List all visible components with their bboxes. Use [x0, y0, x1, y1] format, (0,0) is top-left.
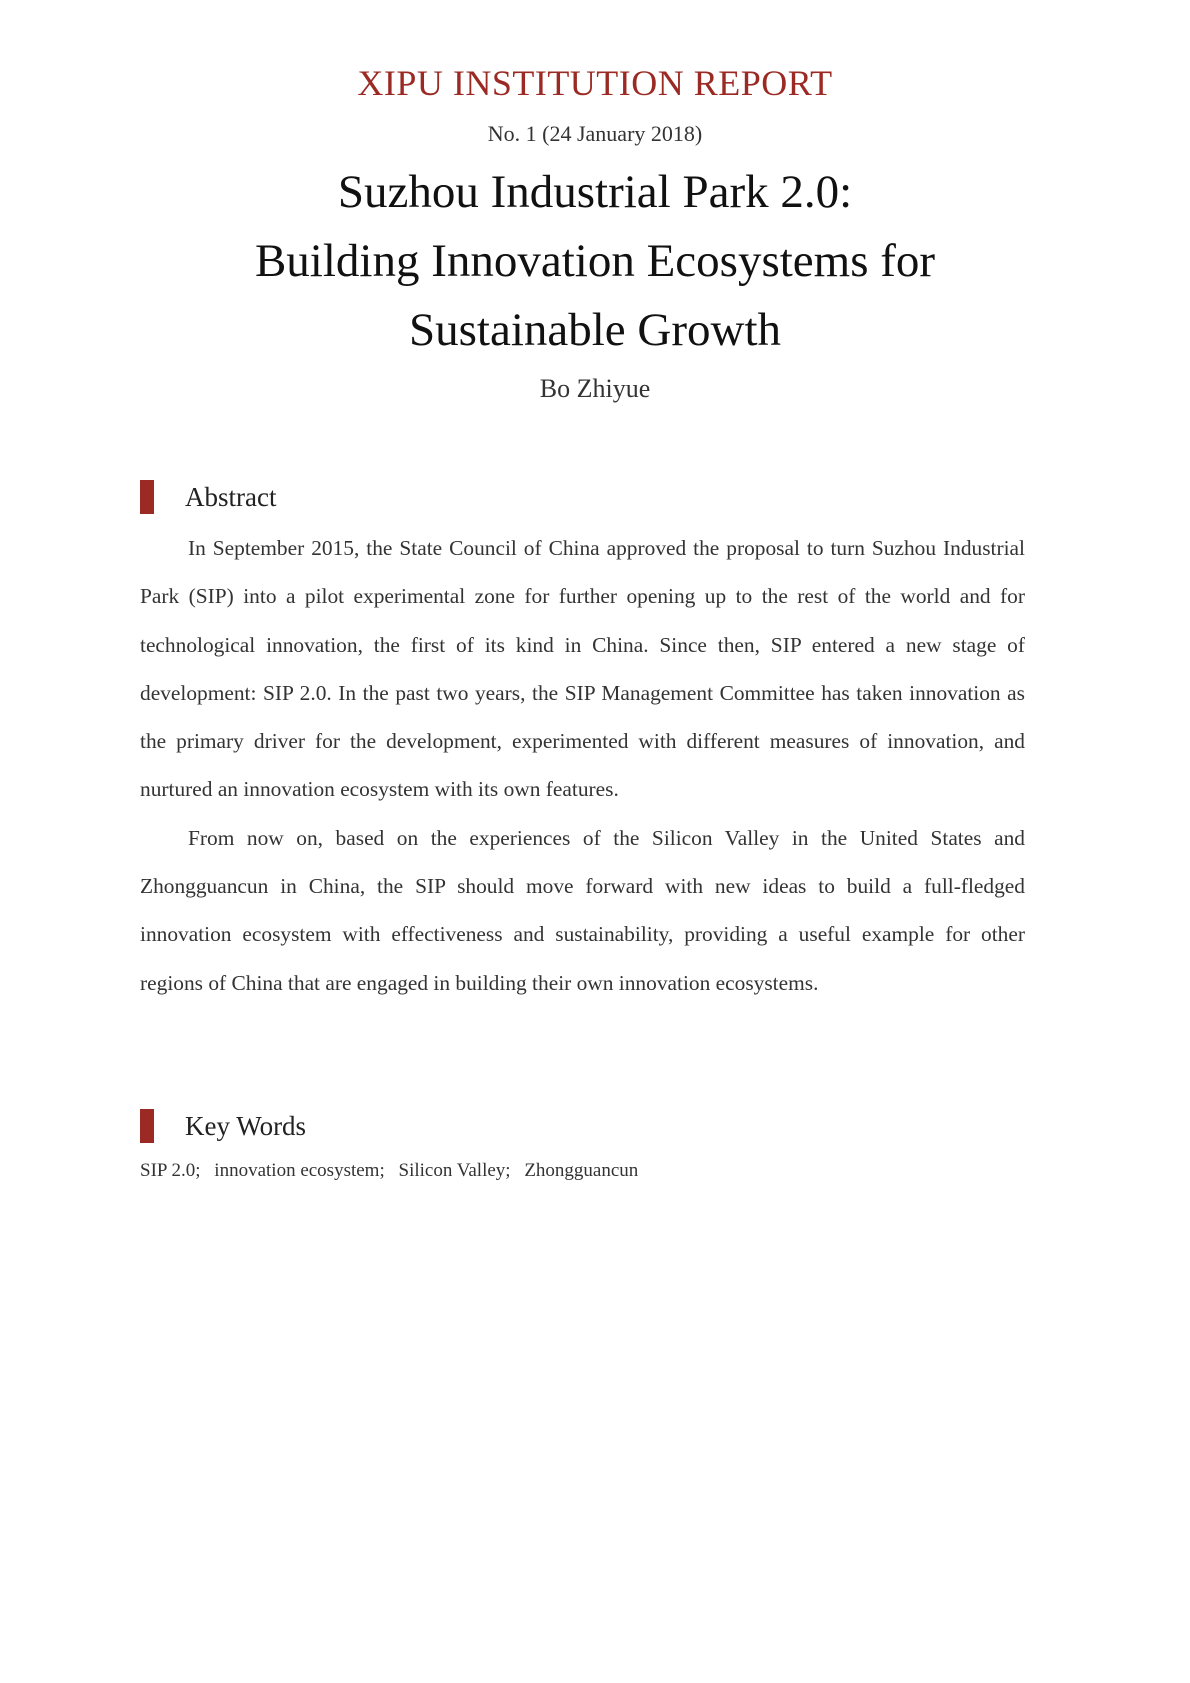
report-series-header: XIPU INSTITUTION REPORT — [357, 63, 833, 103]
keyword-item: Silicon Valley — [398, 1160, 506, 1181]
keyword-separator: ; — [379, 1160, 385, 1181]
abstract-heading-label: Abstract — [185, 481, 277, 512]
keyword-separator: ; — [505, 1160, 511, 1181]
abstract-heading — [140, 479, 276, 515]
keyword-item: Zhongguancun — [524, 1160, 639, 1181]
section-marker-bar — [140, 1109, 154, 1143]
abstract-paragraph-2: From now on, based on the experiences of the Silicon Valley in the United States and Zhongguancun in China, the SIP should move forward with new ideas to build a full-fledged innovation ecosystem with effectiveness and sustainability, providing a useful example for other regions of China that are engaged in building their own innovation ecosystems. — [140, 825, 1025, 995]
issue-number-date: No. 1 (24 January 2018) — [487, 121, 703, 146]
title-line-2: Building Innovation Ecosystems for — [254, 235, 936, 287]
title-line-3: Sustainable Growth — [408, 304, 782, 356]
keywords-heading — [140, 1108, 306, 1144]
keywords-heading-label: Key Words — [185, 1110, 307, 1141]
author-name: Bo Zhiyue — [539, 374, 651, 403]
abstract-body — [140, 524, 1025, 1007]
keyword-item: SIP 2.0 — [140, 1160, 196, 1181]
report-title — [140, 158, 1050, 365]
keyword-item: innovation ecosystem — [214, 1160, 380, 1181]
keywords-list — [140, 1160, 1040, 1182]
section-marker-bar — [140, 480, 154, 514]
abstract-paragraph-1: In September 2015, the State Council of China approved the proposal to turn Suzhou Industrial Park (SIP) into a pilot experimental zone for further opening up to the rest of the world and for technological innovation, the first of its kind in China. Since then, SIP entered a new stage of development: SIP 2.0. In the past two years, the SIP Management Committee has taken innovation as the primary driver for the development, experimented with different measures of innovation, and nurtured an innovation ecosystem with its own features. — [140, 536, 1025, 802]
keyword-separator: ; — [195, 1160, 201, 1181]
title-line-1: Suzhou Industrial Park 2.0: — [337, 166, 853, 218]
